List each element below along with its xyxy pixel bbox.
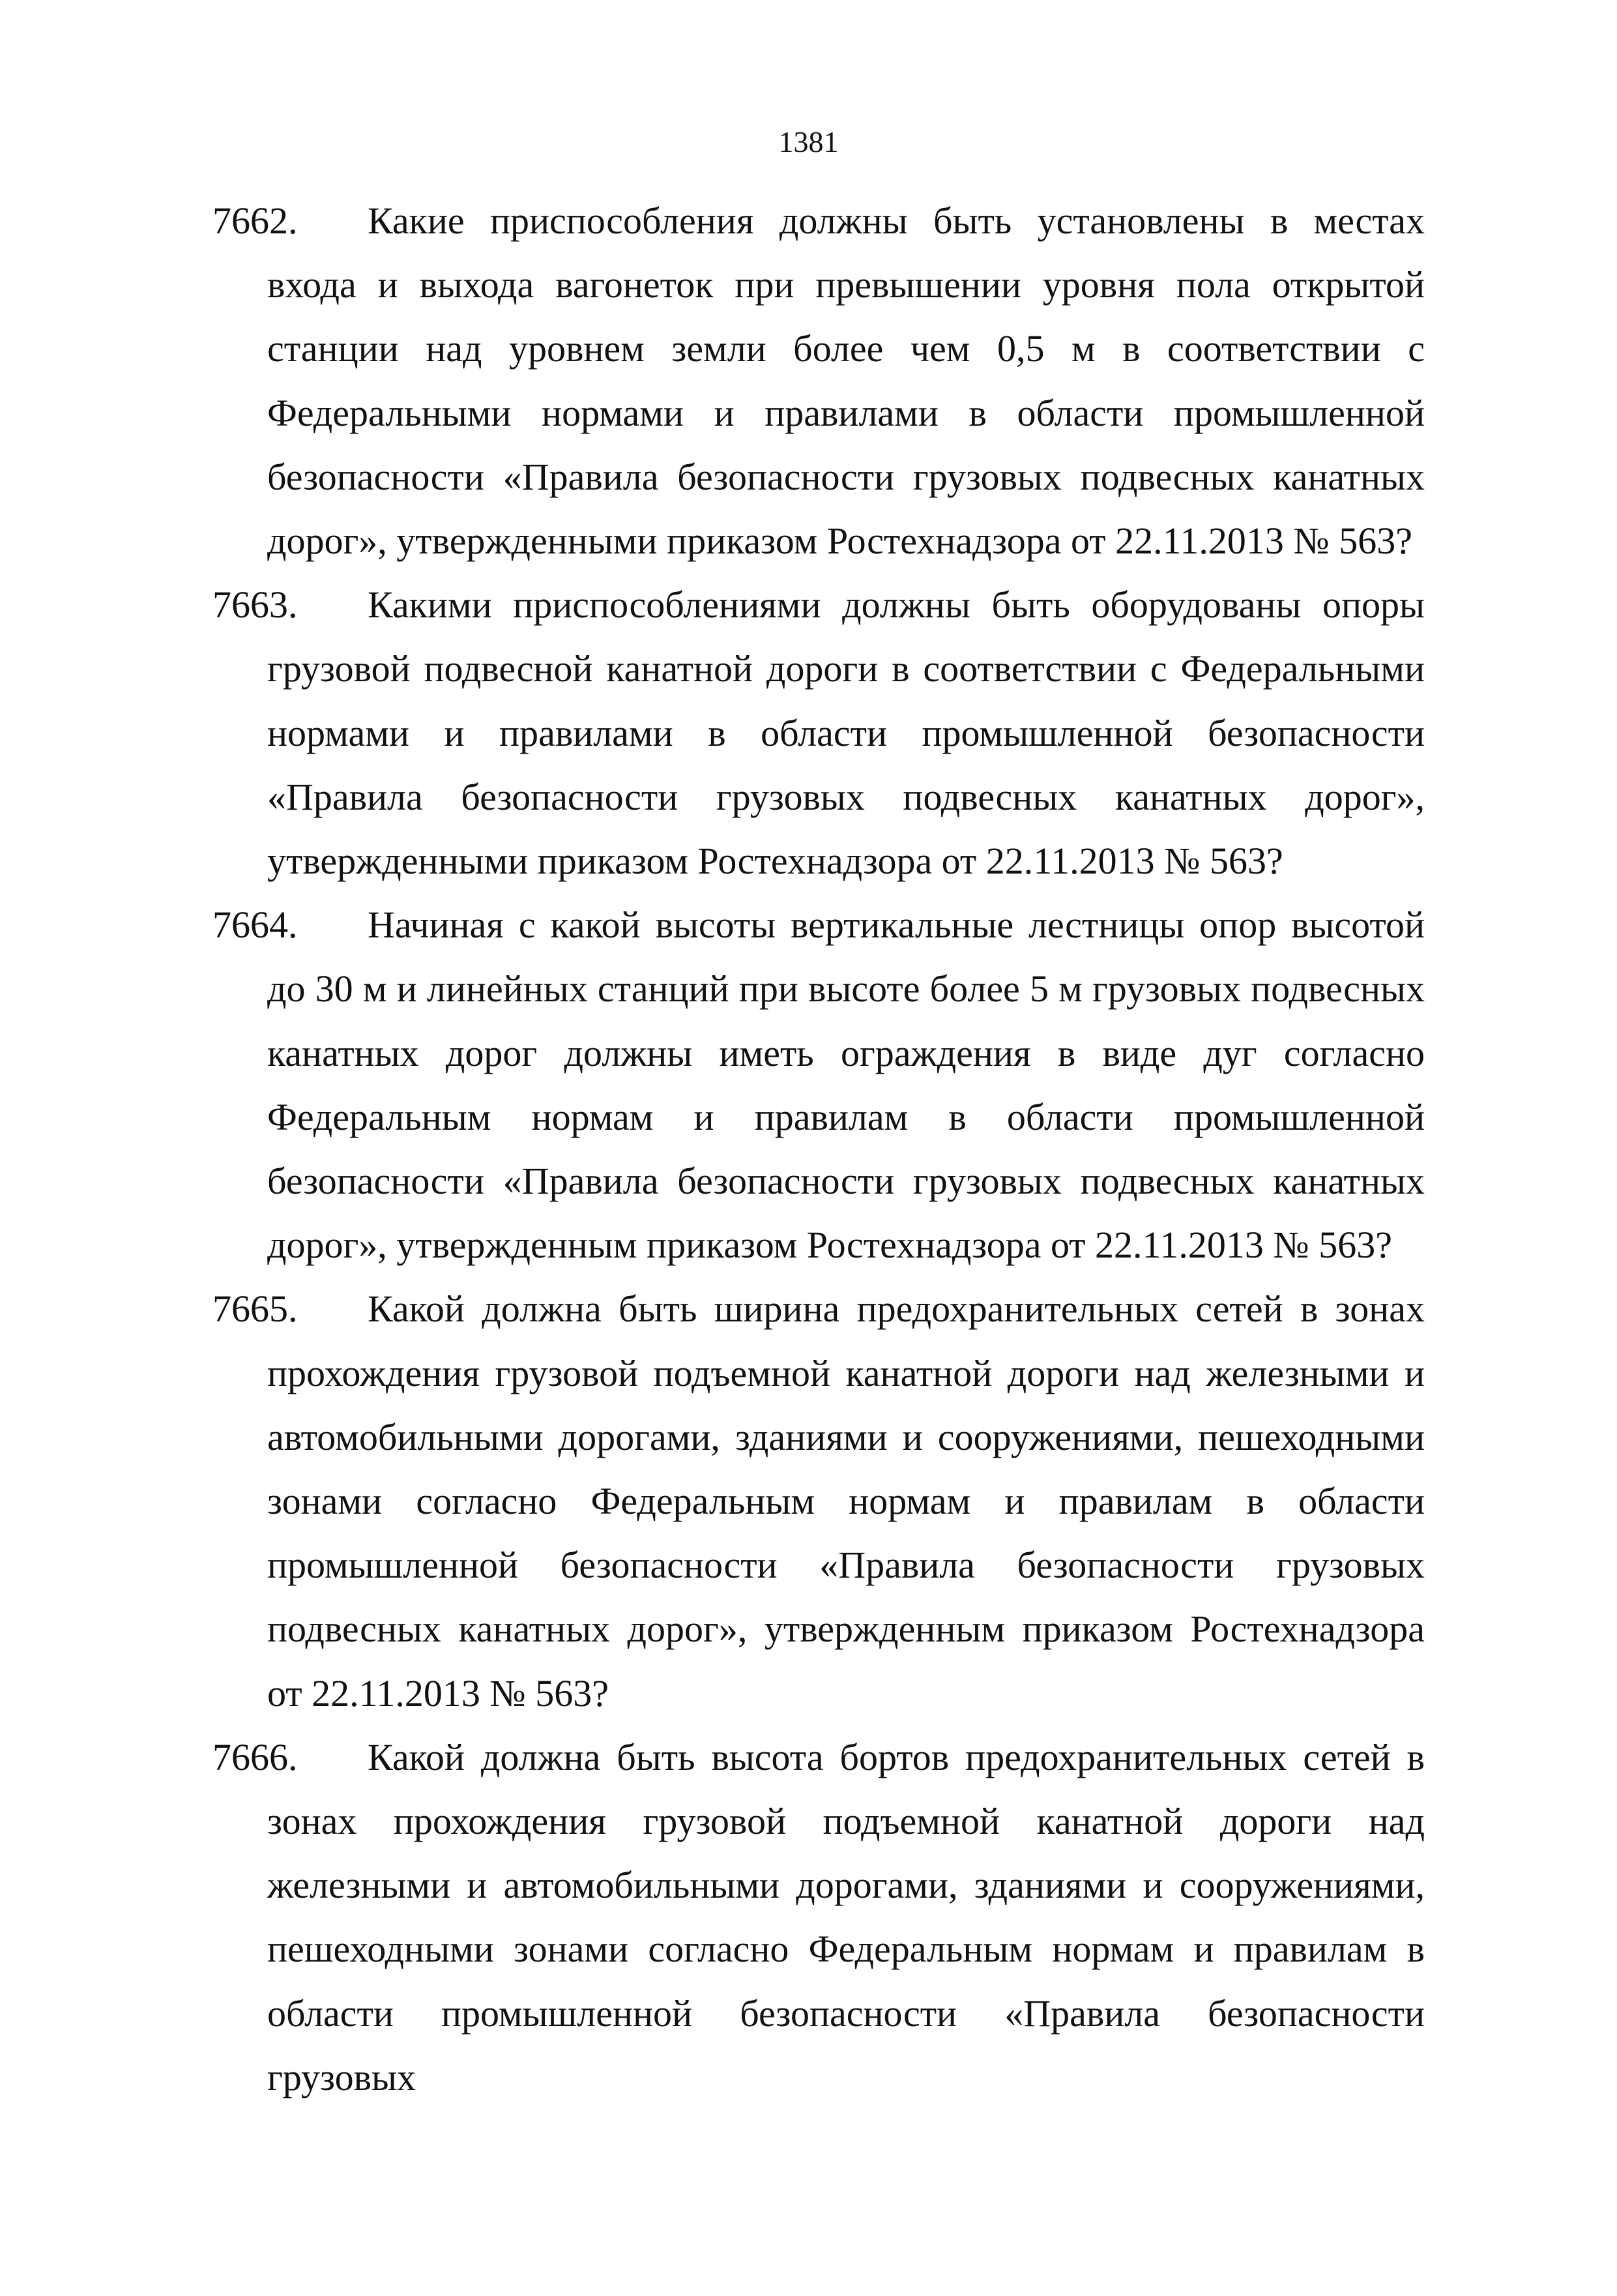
- question-number: 7664.: [212, 904, 298, 947]
- question-7663: [212, 573, 1425, 893]
- question-number: 7662.: [212, 199, 298, 242]
- question-text: Начиная с какой высоты вертикальные лестницы опор высотой до 30 м и линейных станций при высоте более 5 м грузовых подвесных канатных дорог должны иметь ограждения в виде дуг согласно Федеральным нормам и правилам в области промышленной безопасности «Правила безопасности грузовых подвесных канатных дорог», утвержденным приказом Ростехнадзора от 22.11.2013 № 563?: [267, 904, 1425, 1267]
- question-number: 7666.: [212, 1735, 298, 1778]
- question-list: [212, 189, 1425, 2110]
- question-7665: [212, 1277, 1425, 1725]
- question-text: Какой должна быть ширина предохранительных сетей в зонах прохождения грузовой подъемной канатной дороги над железными и автомобильными дорогами, зданиями и сооружениями, пешеходными зонами согласно Федеральным нормам и правилам в области промышленной безопасности «Правила безопасности грузовых подвесных канатных дорог», утвержденным приказом Ростехнадзора от 22.11.2013 № 563?: [267, 1288, 1425, 1715]
- question-number: 7663.: [212, 583, 298, 626]
- question-text: Какие приспособления должны быть установлены в местах входа и выхода вагонеток при превышении уровня пола открытой станции над уровнем земли более чем 0,5 м в соответствии с Федеральными нормами и правилами в области промышленной безопасности «Правила безопасности грузовых подвесных канатных дорог», утвержденными приказом Ростехнадзора от 22.11.2013 № 563?: [267, 199, 1425, 563]
- page-number: 1381: [778, 125, 839, 158]
- question-7662: [212, 189, 1425, 573]
- question-7664: [212, 893, 1425, 1277]
- question-text: Какой должна быть высота бортов предохранительных сетей в зонах прохождения грузовой подъемной канатной дороги над железными и автомобильными дорогами, зданиями и сооружениями, пешеходными зонами согласно Федеральным нормам и правилам в области промышленной безопасности «Правила безопасности грузовых: [267, 1735, 1425, 2098]
- question-number: 7665.: [212, 1288, 298, 1331]
- question-7666: [212, 1726, 1425, 2110]
- question-text: Какими приспособлениями должны быть оборудованы опоры грузовой подвесной канатной дороги в соответствии с Федеральными нормами и правилами в области промышленной безопасности «Правила безопасности грузовых подвесных канатных дорог», утвержденными приказом Ростехнадзора от 22.11.2013 № 563?: [267, 583, 1425, 883]
